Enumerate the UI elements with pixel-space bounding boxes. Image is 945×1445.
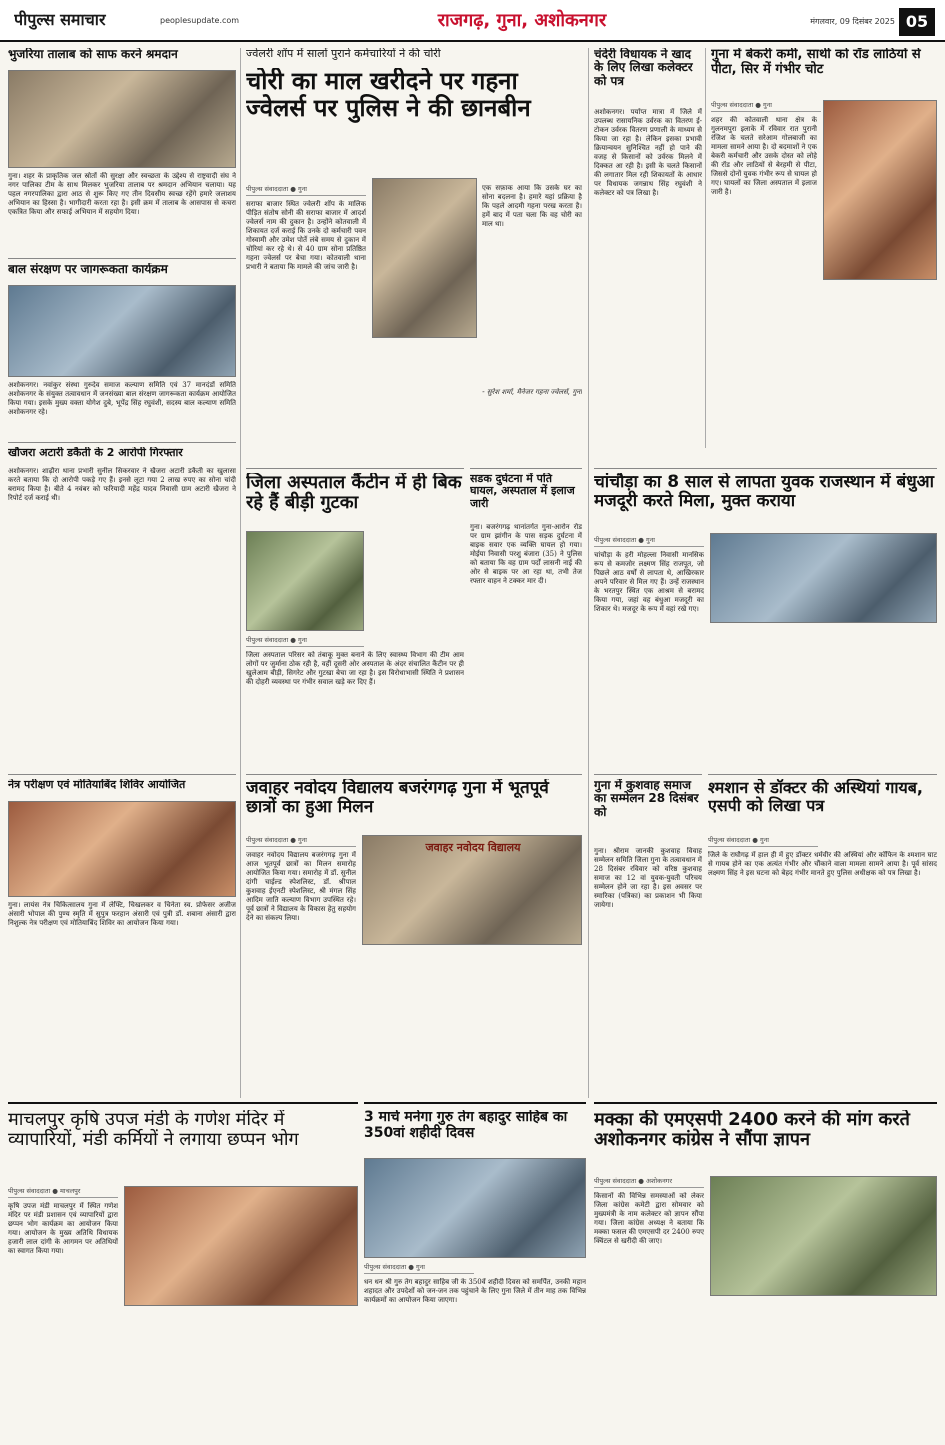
photo bbox=[362, 835, 582, 945]
article-netra-shivir bbox=[8, 774, 236, 1094]
headline: मक्का की एमएसपी 2400 करने की मांग करते अशोकनगर कांग्रेस ने सौंपा ज्ञापन bbox=[594, 1110, 910, 1151]
article-sadak-durghatna bbox=[470, 468, 582, 768]
headline: 3 मार्च मनेगा गुरु तेग बहादुर साहिब का 350वां शहीदी दिवस bbox=[364, 1110, 568, 1141]
body-text: गुना। लायंस नेत्र चिकित्सालय गुना में लेफ्टि, चिखलकर व चिनेता स्व. प्रोफेसर अजीज अंसारी भोपाल की पुण्य स्मृति में सुपुत्र फरहान अंसारी एवं पुत्री डॉ. शबाना अंसारी द्वारा निशुल्क नेत्र परीक्षण एवं मोतियाबिंद शिविर का आयोजन किया गया। bbox=[8, 901, 236, 927]
article-chanderi bbox=[594, 48, 702, 463]
headline: नेत्र परीक्षण एवं मोतियाबिंद शिविर आयोजित bbox=[8, 779, 186, 791]
page-number: 05 bbox=[899, 8, 935, 36]
photo bbox=[710, 1176, 937, 1296]
photo bbox=[823, 100, 937, 280]
byline: पीपुल्स संवाददाता ● गुना bbox=[246, 835, 356, 847]
column-divider bbox=[588, 48, 589, 1098]
headline: जिला अस्पताल कैंटीन में ही बिक रहे हैं बीड़ी गुटका bbox=[246, 473, 462, 514]
body-text: कृषि उपज मंडी माचलपुर में स्थित गणेश मंदिर पर मंडी प्रशासन एवं व्यापारियों द्वारा छप्पन भोग कार्यक्रम का आयोजन किया गया। आयोजन के मुख्य अतिथि विधायक हजारी लाल दांगी के आगमन पर अतिथियों का स्वागत किया गया। bbox=[8, 1202, 118, 1255]
region-title: राजगढ़, गुना, अशोकनगर bbox=[437, 10, 607, 31]
article-kushwah-sammelan bbox=[594, 774, 702, 1094]
headline: माचलपुर कृषि उपज मंडी के गणेश मंदिर में व्यापारियों, मंडी कर्मियों ने लगाया छप्पन भोग bbox=[8, 1110, 299, 1151]
byline: पीपुल्स संवाददाता ● गुना bbox=[364, 1262, 474, 1274]
byline: पीपुल्स संवाददाता ● माचलपुर bbox=[8, 1186, 118, 1198]
masthead bbox=[0, 0, 945, 42]
article-bal-sanrakshan bbox=[8, 258, 236, 438]
headline: जवाहर नवोदय विद्यालय बजरंगगढ़ गुना में भूतपूर्व छात्रों का हुआ मिलन bbox=[246, 779, 549, 818]
photo bbox=[8, 285, 236, 377]
quote-attribution: - सुरेश शर्मा, मैनेजर गहना ज्वेलर्स, गुना bbox=[482, 388, 582, 396]
headline: बाल संरक्षण पर जागरूकता कार्यक्रम bbox=[8, 263, 168, 276]
headline: खौजरा अटारी डकैती के 2 आरोपी गिरफ्तार bbox=[8, 447, 183, 459]
paper-name: पीपुल्स समाचार bbox=[14, 10, 106, 29]
website-link[interactable]: peoplesupdate.com bbox=[160, 16, 240, 25]
body-text: गुना। शहर के प्राकृतिक जल स्रोतों की सुरक्षा और स्वच्छता के उद्देश्य से राष्ट्रवादी संघ ने नगर पालिका टीम के साथ मिलकर भुजरिया तालाब पर श्रमदान अभियान चलाया। यह पहल नगरपालिका द्वारा आठ से शुरू किए गए तीन दिवसीय स्वच्छ रहेंगे हमारे जलाशय अभियान का हिस्सा है। भागीदारी करता रहा है। इसी क्रम में तालाब के आसपास से कचरा एकत्रित किया और सफाई अभियान में सहयोग दिया। bbox=[8, 172, 236, 216]
article-guru-teg-bahadur bbox=[364, 1102, 586, 1437]
kicker: ज्वेलरी शॉप में सालों पुराने कर्मचारियों ने की चोरी bbox=[246, 48, 441, 60]
headline: गुना में बेकरी कर्मी, साथी को रॉड लाठियों से पीटा, सिर में गंभीर चोट bbox=[711, 48, 921, 77]
issue-date: मंगलवार, 09 दिसंबर 2025 bbox=[810, 17, 895, 26]
body-text: गुना। बजरंगगढ़ थानांतर्गत गुना-आरोन रोड पर ग्राम झांगीन के पास सड़क दुर्घटना में बाइक सवार एक व्यक्ति घायल हो गया। मोईया निवासी परशु बंजारा (35) ने पुलिस को बताया कि वह ग्राम पर्दों लासनी नाई की ओर से बाइक पर आ रहा था, तभी तेज रफ्तार वाहन ने टक्कर मार दी। bbox=[470, 523, 582, 585]
body-text: जिले के राघौगढ़ में हाल ही में हुए डॉक्टर धर्मवीर की अस्थियां और कॉफिन के श्मशान घाट से गायब होने का एक अत्यंत गंभीर और चौंकाने वाला मामला सामने आया है। पूर्व सांसद लक्ष्मण सिंह ने इस घटना को बेहद गंभीर मानते हुए पुलिस अधीक्षक को पत्र लिखा है। bbox=[708, 851, 937, 877]
article-chanchoda bbox=[594, 468, 937, 768]
article-makka-msp bbox=[594, 1102, 937, 1437]
photo bbox=[124, 1186, 358, 1306]
body-text: अशोकनगर। पर्याप्त मात्रा में जिले में उपलब्ध रासायनिक उर्वरक का वितरण ई-टोकन उर्वरक वितरण प्रणाली के माध्यम से किया जा रहा है। लेकिन इसका प्रभावी क्रियान्वयन सुनिश्चित नहीं हो पाने की वजह से किसानों को उर्वरक मिलने में दिक्कत आ रही है। इसी के चलते किसानों की लगातार मिल रही शिकायतों के आधार पर विधायक जगन्नाथ सिंह रघुवंशी ने कलेक्टर को पत्र लिखा है। bbox=[594, 108, 702, 197]
body-text: गुना। श्रीराम जानकी कुशवाह विवाह सम्मेलन समिति जिला गुना के तत्वावधान में 28 दिसंबर रविवार को वरिष्ठ कुशवाह समाज का 12 वां युवक-युवती परिचय सम्मेलन होने जा रहा है। इस अवसर पर स्मारिका (पत्रिका) का प्रकाशन भी किया जायेगा। bbox=[594, 847, 702, 909]
photo bbox=[8, 801, 236, 897]
article-guna-bakery bbox=[711, 48, 937, 448]
body-text: जवाहर नवोदय विद्यालय बजरंगगढ़ गुना में आज भूतपूर्व छात्रों का मिलन समारोह आयोजित किया गया। समारोह में डॉ. सुनील दांगी चाईल्ड स्पेशलिस्ट, डॉ. श्रीपाल कुशवाह ईएनटी स्पेशलिस्ट, श्री मंगल सिंह आदिम जाति कल्याण विभाग उपस्थित रहे। पूर्व छात्रों ने विद्यालय के विकास हेतु सहयोग देने का संकल्प लिया। bbox=[246, 851, 356, 922]
photo-banner: जवाहर नवोदय विद्यालय bbox=[425, 841, 521, 854]
byline: पीपुल्स संवाददाता ● गुना bbox=[708, 835, 818, 847]
headline: श्मशान से डॉक्टर की अस्थियां गायब, एसपी को लिखा पत्र bbox=[708, 779, 923, 815]
headline: भुजरिया तालाब को साफ करने श्रमदान bbox=[8, 48, 178, 61]
byline: पीपुल्स संवाददाता ● अशोकनगर bbox=[594, 1176, 704, 1188]
article-talab bbox=[8, 48, 236, 253]
byline: पीपुल्स संवाददाता ● गुना bbox=[246, 635, 364, 647]
byline: पीपुल्स संवाददाता ● गुना bbox=[246, 184, 366, 196]
photo bbox=[246, 531, 364, 631]
body-text: चांचौड़ा के हरी मोहल्ला निवासी मानसिक रूप से कमजोर लक्ष्मण सिंह राजपूत, जो पिछले आठ वर्षों से लापता थे, आखिरकार अपने परिवार से मिल गए हैं। उन्हें राजस्थान के भरतपुर स्थित एक आश्रम से बरामद किया गया, जहां वह बंधुआ मजदूरी का शिकार थे। मजदूर के रूप में वहां रखे गए। bbox=[594, 551, 704, 613]
photo bbox=[372, 178, 477, 338]
body-text: अशोकनगर। नवांकुर संस्था गुरुदेव समाज कल्याण समिति एवं 37 मानदंडों समिति अशोकनगर के संयुक्त तत्वावधान में जनसंख्या बाल संरक्षण जागरूकता कार्यक्रम आयोजित किया गया। इसके मुख्य वक्ता योगेश दुबे, भूपेंद्र सिंह रघुवंशी, सदस्य बाल कल्याण समिति अशोकनगर रहे। bbox=[8, 381, 236, 416]
body-text: अशोकनगर। शाढ़ौरा थाना प्रभारी सुनील सिकरवार ने खैजरा अटारी डकैती का खुलासा करते बताया कि दो आरोपी पकड़े गए हैं। इनसे लूटा गया 2 लाख रुपए का सोना चांदी बरामद किया है। बीते 4 नवंबर को फरियादी महेंद्र यादव निवासी ग्राम अटारी खैजरा ने रिपोर्ट दर्ज कराई थी। bbox=[8, 467, 236, 502]
photo bbox=[710, 533, 937, 623]
byline: पीपुल्स संवाददाता ● गुना bbox=[594, 535, 704, 547]
article-khaujra-dakaiti bbox=[8, 442, 236, 637]
headline: चंदेरी विधायक ने खाद के लिए लिखा कलेक्टर को पत्र bbox=[594, 48, 693, 88]
photo bbox=[364, 1158, 586, 1258]
body-text: सराफा बाजार स्थित ज्वेलरी शॉप के मालिक पीड़ित संतोष सोनी की सराफा बाजार में आदर्श ज्वेलर्स नाम की दुकान है। उन्होंने कोतवाली में शिकायत दर्ज कराई कि उनके दो कर्मचारी पवन गोस्वामी और उमेश पोर्ते लंबे समय से दुकान में चोरियां कर रहे थे। से 40 ग्राम सोना प्रतिष्ठित गहना ज्वेलर्स पर बेचा गया। कोतवाली थाना प्रभारी ने बताया कि मामले की जांच जारी है। bbox=[246, 200, 366, 271]
body-text: धन धन श्री गुरु तेग बहादुर साहिब जी के 350वें शहीदी दिवस को समर्पित, उनकी महान शहादत और उपदेशों को जन-जन तक पहुंचाने के लिए गुना जिले में तीन माह तक विभिन्न कार्यक्रमों का आयोजन किया जाएगा। bbox=[364, 1278, 586, 1304]
headline: सडक दुर्घटना में पति घायल, अस्पताल में इलाज जारी bbox=[470, 473, 575, 510]
body-text: शहर की कोतवाली थाना क्षेत्र के गुलनमपुरा इलाके में रविवार रात पुरानी रंजिश के चलते सरेआम गोलबाजी का मामला सामने आया है। दो बदमाशों ने एक बेकरी कर्मचारी और उसके दोस्त को लोहे की रॉड और लाठियों से बेरहमी से पीटा, जिससे दोनों युवक गंभीर रूप से घायल हो गए। घायलों का जिला अस्पताल में इलाज जारी है। bbox=[711, 116, 817, 196]
article-jewellers bbox=[246, 48, 582, 463]
body-text: जिला अस्पताल परिसर को तंबाकू मुक्त बनाने के लिए स्वास्थ्य विभाग की टीम आम लोगों पर जुर्माना ठोक रही है, वहीं दूसरी ओर अस्पताल के अंदर संचालित कैंटीन पर ही खुलेआम बीड़ी, सिगरेट और गुटखा बेचा जा रहा है। इस विरोधाभासी स्थिति ने प्रशासन की दोहरी व्यवस्था पर गंभीर सवाल खड़े कर दिए हैं। bbox=[246, 651, 464, 686]
article-canteen bbox=[246, 468, 464, 768]
quote: एक सफ़ाक आया कि उसके घर का सोना बदलना है। हमारे यहां प्रक्रिया है कि पहले आदमी गहना परख करता है। हमें बाद में पता चला कि वह चोरी का माल था। bbox=[482, 184, 582, 228]
body-text: किसानों की विभिन्न समस्याओं को लेकर जिला कांग्रेस कमेटी द्वारा सोमवार को मुख्यमंत्री के नाम कलेक्टर को ज्ञापन सौंपा गया। जिला कांग्रेस अध्यक्ष ने बताया कि मक्का फसल की एमएसपी दर 2400 रुपए क्विंटल से खरीदी की जाए। bbox=[594, 1192, 704, 1245]
article-shamshan bbox=[708, 774, 937, 1094]
headline: चांचौड़ा का 8 साल से लापता युवक राजस्थान में बंधुआ मजदूरी करते मिला, मुक्त कराया bbox=[594, 473, 935, 512]
column-divider bbox=[705, 48, 706, 448]
headline: गुना में कुशवाह समाज का सम्मेलन 28 दिसंबर को bbox=[594, 779, 699, 819]
article-navodaya bbox=[246, 774, 582, 1094]
article-machalpur bbox=[8, 1102, 358, 1437]
column-divider bbox=[240, 48, 241, 1098]
photo bbox=[8, 70, 236, 168]
byline: पीपुल्स संवाददाता ● गुना bbox=[711, 100, 821, 112]
headline: चोरी का माल खरीदने पर गहना ज्वेलर्स पर पुलिस ने की छानबीन bbox=[246, 68, 531, 122]
